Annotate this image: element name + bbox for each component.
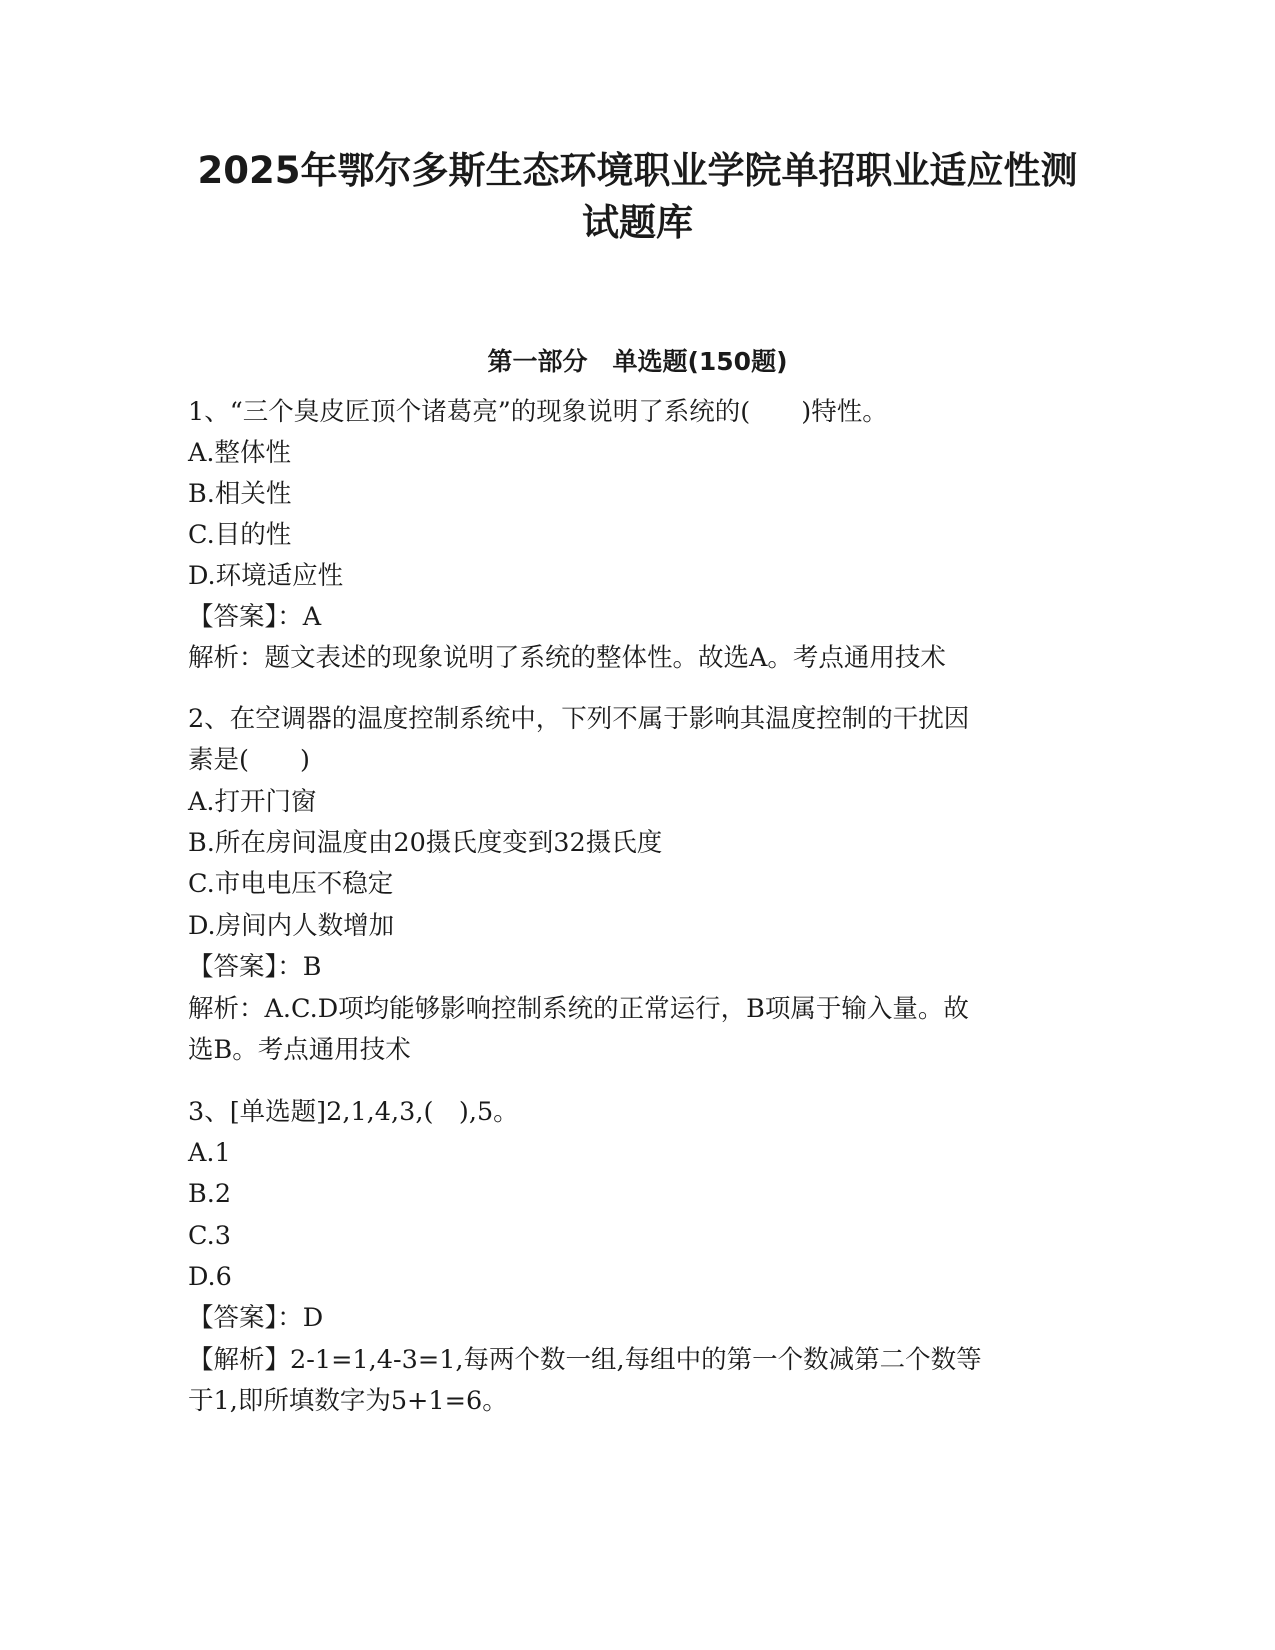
option-b: B.所在房间温度由20摄氏度变到32摄氏度	[188, 828, 663, 858]
question-stem: 3、[单选题]2,1,4,3,( ),5。	[188, 1097, 519, 1127]
answer: 【答案】：A	[188, 602, 322, 632]
option-d: D.6	[188, 1262, 232, 1292]
option-a: A.1	[188, 1138, 231, 1168]
question-stem: 1、“三个臭皮匠顶个诸葛亮”的现象说明了系统的( )特性。	[188, 397, 888, 427]
analysis: 解析：A.C.D项均能够影响控制系统的正常运行，B项属于输入量。故	[188, 994, 969, 1024]
option-c: C.市电电压不稳定	[188, 869, 394, 899]
option-d: D.房间内人数增加	[188, 911, 395, 941]
option-b: B.2	[188, 1179, 232, 1209]
option-b: B.相关性	[188, 479, 292, 509]
analysis-continued: 选B。考点通用技术	[188, 1035, 411, 1065]
answer: 【答案】：B	[188, 952, 322, 982]
answer: 【答案】：D	[188, 1303, 324, 1333]
title-line-1: 2025年鄂尔多斯生态环境职业学院单招职业适应性测	[197, 149, 1078, 192]
question-stem-continued: 素是( )	[188, 745, 310, 775]
option-c: C.3	[188, 1221, 231, 1251]
option-c: C.目的性	[188, 520, 292, 550]
section-heading: 第一部分 单选题(150题)	[487, 347, 788, 376]
analysis: 【解析】2-1=1,4-3=1,每两个数一组,每组中的第一个数减第二个数等	[188, 1345, 982, 1375]
option-a: A.打开门窗	[188, 787, 317, 817]
option-d: D.环境适应性	[188, 561, 344, 591]
analysis: 解析：题文表述的现象说明了系统的整体性。故选A。考点通用技术	[188, 643, 946, 673]
analysis-continued: 于1,即所填数字为5+1=6。	[188, 1386, 508, 1416]
option-a: A.整体性	[188, 438, 292, 468]
title-line-2: 试题库	[582, 201, 693, 244]
question-stem: 2、在空调器的温度控制系统中，下列不属于影响其温度控制的干扰因	[188, 704, 970, 734]
document-title	[160, 145, 1115, 249]
